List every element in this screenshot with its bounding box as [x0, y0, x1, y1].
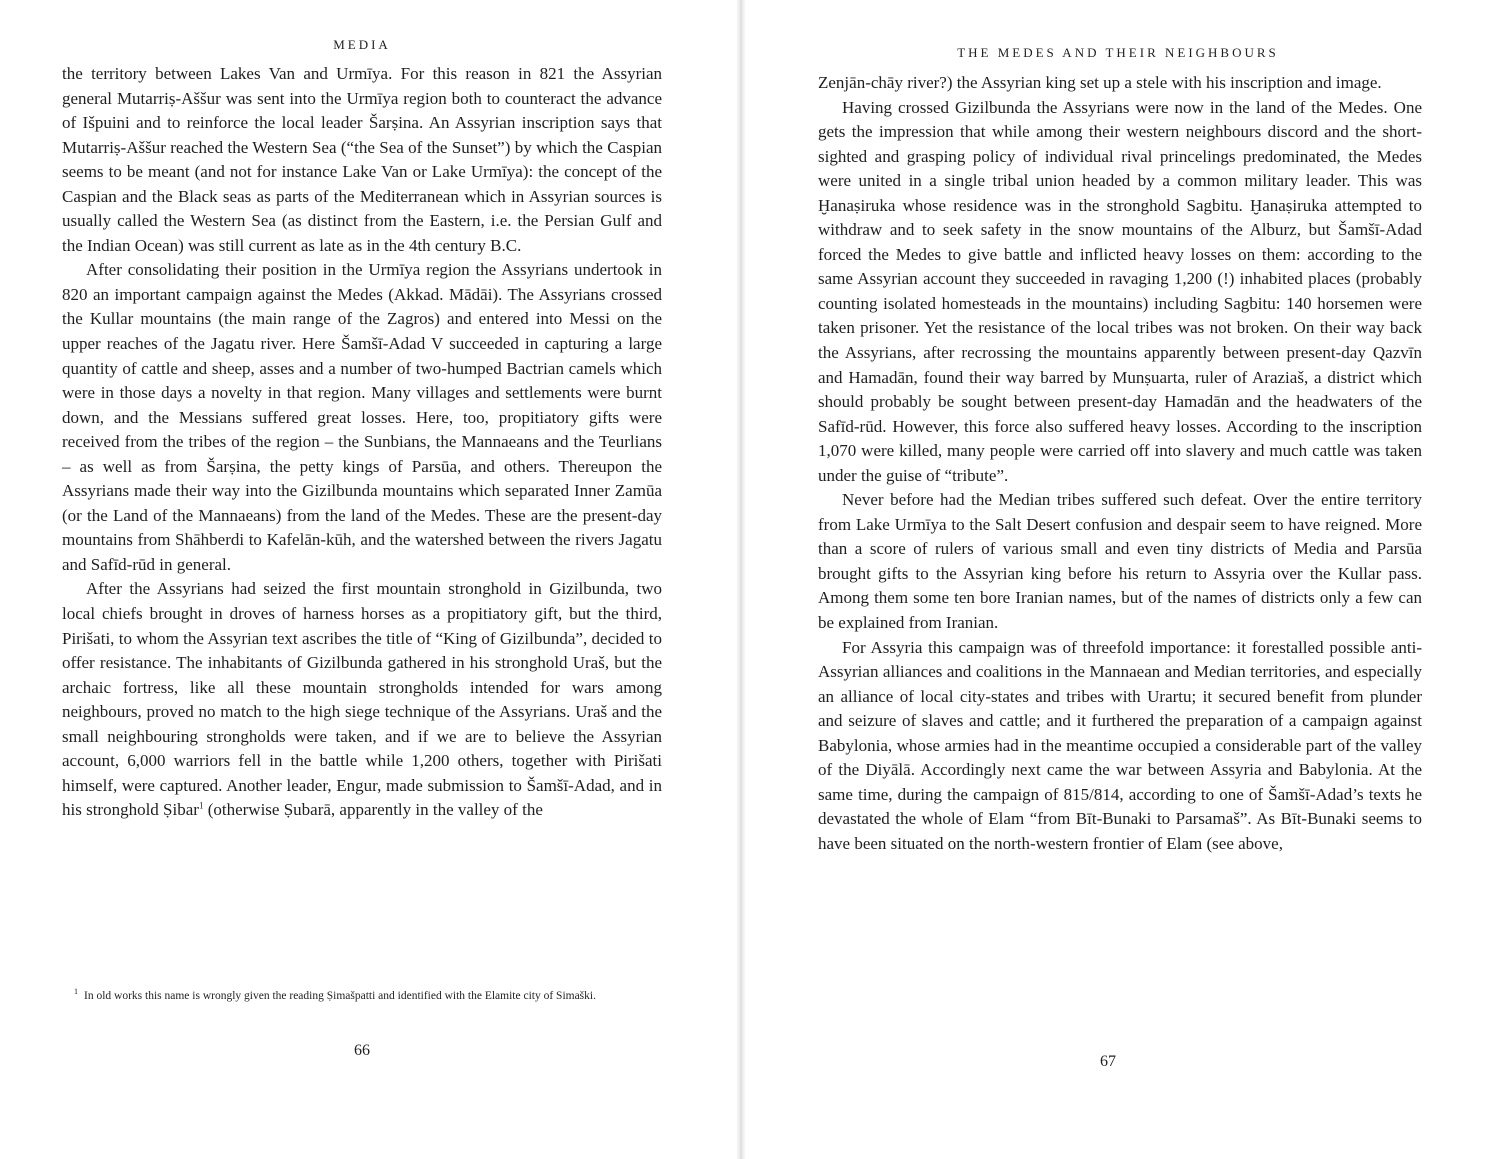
paragraph: Having crossed Gizilbunda the Assyrians were now in the land of the Medes. One gets the impression that while among their western neighbours discord and the short-sighted and grasping policy of individual rival princelings predominated, the Medes were united in a single tribal union headed by a common military leader. This was Ḫanaṣiruka whose residence was in the stronghold Sagbitu. Ḫanaṣiruka attempted to withdraw and to seek safety in the snow mountains of the Alburz, but Šamšī-Adad forced the Medes to give battle and inflicted heavy losses on them: according to the same Assyrian account they succeeded in ravaging 1,200 (!) inhabited places (probably counting isolated homesteads in the mountains) including Sagbitu: 140 horsemen were taken prisoner. Yet the resistance of the local tribes was not broken. On their way back the Assyrians, after recrossing the mountains apparently between present-day Qazvīn and Hamadān, found their way barred by Munṣuarta, ruler of Araziaš, a district which should probably be sought between present-day Hamadān and the headwaters of the Safīd-rūd. However, this force also suffered heavy losses. According to the inscription 1,070 were killed, many people were carried off into slavery and much cattle was taken under the guise of “tribute”. [818, 97, 1422, 485]
body-text-right [818, 71, 1422, 857]
paragraph-tail: (otherwise Ṣubarā, apparently in the valley of the [203, 800, 543, 820]
running-head-right: THE MEDES AND THEIR NEIGHBOURS [957, 45, 1279, 60]
page-number-right: 67 [1100, 1053, 1116, 1070]
footnote-reference: 1 [198, 800, 204, 811]
book-gutter [736, 0, 746, 1159]
paragraph: Never before had the Median tribes suffered such defeat. Over the entire territory from Lake Urmīya to the Salt Desert confusion and despair seem to have reigned. More than a score of rulers of various small and even tiny districts of Media and Parsūa brought gifts to the Assyrian king before his return to Assyria over the Kullar pass. Among them some ten bore Iranian names, but of the names of districts only a few can be explained from Iranian. [818, 490, 1422, 633]
paragraph: Zenjān-chāy river?) the Assyrian king set up a stele with his inscription and image. [818, 73, 1382, 92]
page-number-left: 66 [354, 1042, 370, 1059]
paragraph: For Assyria this campaign was of threefold importance: it forestalled possible anti-Assyrian alliances and coalitions in the Mannaean and Median territories, and especially an alliance of local city-states and tribes with Urartu; it secured benefit from plunder and seizure of slaves and cattle; and it furthered the preparation of a campaign against Babylonia, whose armies had in the meantime occupied a considerable part of the valley of the Diyālā. Accordingly next came the war between Assyria and Babylonia. At the same time, during the campaign of 815/814, according to one of Šamšī-Adad’s texts he devastated the whole of Elam “from Bīt-Bunaki to Parsamaš”. As Bīt-Bunaki seems to have been situated on the north-western frontier of Elam (see above, [818, 637, 1422, 853]
running-head-left: MEDIA [333, 37, 391, 52]
body-text-left [62, 62, 662, 823]
footnote-mark: 1 [74, 987, 78, 996]
paragraph: After consolidating their position in the Urmīya region the Assyrians undertook in 820 an important campaign against the Medes (Akkad. Mādāi). The Assyrians crossed the Kullar mountains (the main range of the Zagros) and entered into Messi on the upper reaches of the Jagatu river. Here Šamšī-Adad V succeeded in capturing a large quantity of cattle and sheep, asses and a number of two-humped Bactrian camels which were in those days a novelty in that region. Many villages and settlements were burnt down, and the Messians suffered great losses. Here, too, propitiatory gifts were received from the tribes of the region – the Sunbians, the Mannaeans and the Teurlians – as well as from Šarṣina, the petty kings of Parsūa, and others. Thereupon the Assyrians made their way into the Gizilbunda mountains which separated Inner Zamūa (or the Land of the Mannaeans) from the land of the Medes. These are the present-day mountains from Shāhberdi to Kafelān-kūh, and the watershed between the rivers Jagatu and Safīd-rūd in general. [62, 260, 662, 574]
footnote-text: In old works this name is wrongly given the reading Ṣimašpatti and identified with the Elamite city of Simaški. [84, 989, 596, 1002]
left-page [62, 0, 662, 1159]
paragraph: the territory between Lakes Van and Urmīya. For this reason in 821 the Assyrian general Mutarriṣ-Aššur was sent into the Urmīya region both to counteract the advance of Išpuini and to reinforce the local leader Šarṣina. An Assyrian inscription says that Mutarriṣ-Aššur reached the Western Sea (“the Sea of the Sunset”) by which the Caspian seems to be meant (and not for instance Lake Van or Lake Urmīya): the concept of the Caspian and the Black seas as parts of the Mediterranean which in Assyrian sources is usually called the Western Sea (as distinct from the Eastern, i.e. the Persian Gulf and the Indian Ocean) was still current as late as in the 4th century B.C. [62, 64, 662, 255]
paragraph-with-footnote [62, 577, 662, 822]
right-page [818, 0, 1422, 1159]
footnote [62, 984, 662, 1004]
paragraph-text: After the Assyrians had seized the first mountain stronghold in Gizilbunda, two local chiefs brought in droves of harness horses as a propitiatory gift, but the third, Pirišati, to whom the Assyrian text ascribes the title of “King of Gizilbunda”, decided to offer resistance. The inhabitants of Gizilbunda gathered in his stronghold Uraš, but the archaic fortress, like all these mountain strongholds intended for wars among neighbours, proved no match to the high siege technique of the Assyrians. Uraš and the small neighbouring strongholds were taken, and if we are to believe the Assyrian account, 6,000 warriors fell in the battle while 1,200 others, together with Pirišati himself, were captured. Another leader, Engur, made submission to Šamšī-Adad, and in his stronghold Ṣibar [62, 579, 662, 820]
